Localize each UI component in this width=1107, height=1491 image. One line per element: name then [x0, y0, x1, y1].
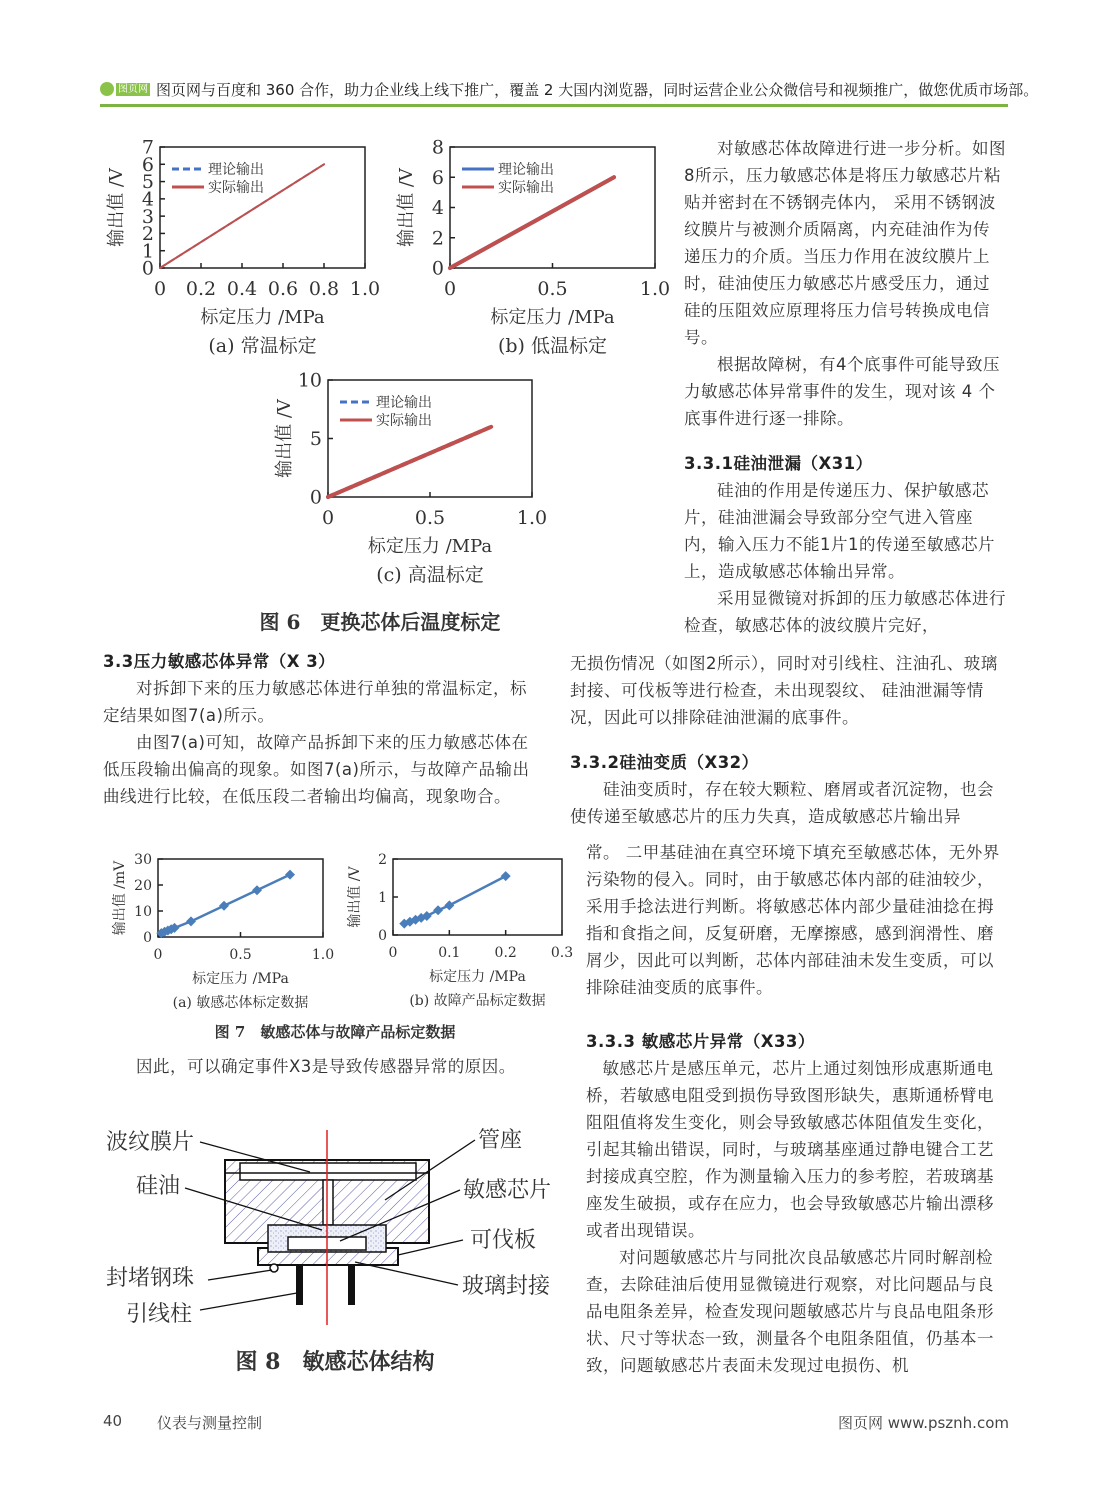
x-tick-label: 0.3 — [550, 945, 574, 961]
x-axis-label: 标定压力 /MPa — [200, 307, 325, 328]
x-tick-label: 0 — [153, 947, 163, 963]
paragraph: 根据故障树，有4个底事件可能导致压力敏感芯体异常事件的发生，现对该 4 个底事件进行逐一排除。 — [684, 355, 1000, 428]
paragraph: 采用显微镜对拆卸的压力敏感芯体进行检查，敏感芯体的波纹膜片完好， — [684, 589, 1006, 635]
x-axis-label: 标定压力 /MPa — [490, 307, 615, 328]
y-tick-label: 10 — [134, 903, 152, 920]
chart-fig7b — [340, 845, 574, 1015]
oil-channel — [323, 1180, 333, 1225]
paragraph: 对敏感芯体故障进行进一步分析。如图8所示，压力敏感芯体是将压力敏感芯片粘贴并密封在不锈钢壳体内， 采用不锈钢波纹膜片与被测介质隔离，内充硅油作为传递压力的介质。当压力作用在波纹膜片上时，硅油使压力敏感芯片感受压力，通过硅的压阻效应原理将压力信号转换成电信号。 — [684, 139, 1006, 347]
corrugated-diaphragm — [240, 1163, 416, 1180]
lead-pin — [296, 1265, 303, 1305]
paragraph: 硅油变质时，存在较大颗粒、磨屑或者沉淀物，也会使传递至敏感芯片的压力失真，造成敏感芯片输出异 — [570, 780, 994, 826]
y-tick-label: 2 — [378, 851, 387, 868]
x-axis-label: 标定压力 /MPa — [192, 971, 289, 987]
y-tick-label: 6 — [431, 166, 444, 189]
label-glass-seal: 玻璃封接 — [462, 1274, 551, 1299]
y-tick-label: 4 — [141, 188, 154, 211]
y-tick-label: 2 — [141, 223, 154, 246]
y-tick-label: 20 — [134, 877, 152, 894]
y-axis-label: 输出值 /V — [274, 399, 295, 478]
legend-label: 理论输出 — [498, 162, 554, 178]
paragraph: 对拆卸下来的压力敏感芯体进行单独的常温标定，标定结果如图7(a)所示。 — [103, 679, 527, 725]
left-column-conclusion — [103, 1053, 543, 1080]
y-tick-label: 1 — [378, 889, 387, 906]
fig8-caption: 图 8 敏感芯体结构 — [235, 1349, 435, 1375]
y-tick-label: 5 — [309, 428, 322, 451]
y-tick-label: 5 — [141, 171, 154, 194]
x-axis-label: 标定压力 /MPa — [429, 969, 526, 985]
x-tick-label: 0 — [443, 278, 457, 300]
legend-label: 实际输出 — [498, 180, 554, 196]
lead-pin — [348, 1265, 355, 1305]
logo-icon — [100, 82, 114, 96]
y-axis-label: 输出值 /V — [347, 866, 363, 928]
legend-label: 实际输出 — [376, 413, 432, 429]
paragraph: 因此，可以确定事件X3是导致传感器异常的原因。 — [136, 1057, 516, 1076]
y-axis-label: 输出值 /V — [396, 168, 417, 247]
x-axis-label: 标定压力 /MPa — [367, 536, 493, 557]
paragraph: 对问题敏感芯片与同批次良品敏感芯片同时解剖检查，去除硅油后使用显微镜进行观察，对比问题品与良品电阻条差异，检查发现问题敏感芯片与良品电阻条形状、尺寸等状态一致，测量各个电阻条阻值，仍基本一致，问题敏感芯片表面未发现过电损伤、机 — [586, 1248, 994, 1375]
fig6-caption: 图 6 更换芯体后温度标定 — [259, 610, 501, 634]
right-column-mid — [570, 650, 1008, 830]
y-tick-label: 0 — [143, 929, 152, 946]
left-column — [103, 648, 543, 810]
section-3-3-heading: 3.3压力敏感芯体异常（X 3） — [103, 652, 336, 671]
chart-fig6b — [390, 135, 680, 365]
y-tick-label: 0 — [378, 927, 387, 944]
paragraph: 无损伤情况（如图2所示），同时对引线柱、注油孔、玻璃封接、可伐板等进行检查，未出现裂纹、 硅油泄漏等情况，因此可以排除硅油泄漏的底事件。 — [570, 654, 998, 727]
paragraph: 由图7(a)可知，故障产品拆卸下来的压力敏感芯体在低压段输出偏高的现象。如图7(a)所示，与故障产品输出曲线进行比较，在低压段二者输出均偏高，现象吻合。 — [103, 733, 530, 806]
y-tick-label: 2 — [431, 227, 444, 250]
chart-fig6c — [250, 365, 550, 595]
x-tick-label: 0.2 — [494, 945, 517, 961]
chart-subtitle: (b) 低温标定 — [497, 335, 608, 357]
logo-text: 图页网 — [118, 83, 148, 95]
y-tick-label: 8 — [431, 136, 444, 159]
paragraph: 硅油的作用是传递压力、保护敏感芯片，硅油泄漏会导致部分空气进入管座内，输入压力不能1片1的传递至敏感芯片上，造成敏感芯体输出异常。 — [684, 481, 995, 581]
chart-subtitle: (a) 常温标定 — [208, 335, 317, 357]
plot-frame — [393, 859, 562, 935]
y-tick-label: 3 — [141, 205, 154, 228]
x-tick-label: 0.5 — [414, 507, 446, 529]
y-tick-label: 1 — [141, 240, 154, 263]
header-banner — [100, 76, 1039, 102]
label-kovar-plate: 可伐板 — [470, 1228, 537, 1253]
label-sensing-chip: 敏感芯片 — [463, 1178, 552, 1203]
section-3-3-3-heading: 3.3.3 敏感芯片异常（X33） — [586, 1032, 815, 1051]
label-silicone-oil: 硅油 — [136, 1174, 181, 1199]
x-tick-label: 0.1 — [438, 945, 461, 961]
label-corrugated-diaphragm: 波纹膜片 — [106, 1130, 195, 1155]
x-tick-label: 0 — [153, 278, 167, 300]
site-link[interactable]: 图页网 www.psznh.com — [838, 1414, 1009, 1432]
chart-fig6a — [100, 135, 390, 365]
site-logo[interactable] — [100, 82, 150, 96]
chart-subtitle: (c) 高温标定 — [376, 564, 484, 586]
right-column-mid2 — [586, 839, 1008, 1001]
chart-subtitle: (b) 故障产品标定数据 — [409, 993, 546, 1009]
y-tick-label: 0 — [309, 486, 322, 509]
banner-text: 图页网与百度和 360 合作，助力企业线上线下推广，覆盖 2 大国内浏览器，同时运营企业公众微信号和视频推广，做您优质市场部。 — [156, 80, 1039, 99]
label-sealing-ball: 封堵钢珠 — [106, 1266, 195, 1291]
y-tick-label: 30 — [134, 851, 152, 868]
y-tick-label: 0 — [431, 257, 444, 280]
x-tick-label: 0.5 — [229, 947, 252, 963]
x-tick-label: 0.2 — [185, 278, 217, 300]
legend-label: 实际输出 — [208, 180, 264, 196]
legend-label: 理论输出 — [376, 395, 432, 411]
label-tube-base: 管座 — [478, 1128, 523, 1153]
y-tick-label: 4 — [431, 197, 444, 220]
label-lead-pin: 引线柱 — [126, 1302, 193, 1327]
x-tick-label: 0 — [388, 945, 398, 961]
chart-subtitle: (a) 敏感芯体标定数据 — [172, 995, 309, 1011]
section-3-3-1-heading: 3.3.1硅油泄漏（X31） — [684, 454, 873, 473]
legend-label: 理论输出 — [208, 162, 264, 178]
right-column-top — [684, 135, 1006, 639]
y-tick-label: 7 — [141, 136, 154, 159]
x-tick-label: 1.0 — [311, 947, 335, 963]
y-tick-label: 0 — [141, 257, 154, 280]
y-axis-label: 输出值 /mV — [112, 860, 128, 936]
x-tick-label: 0.6 — [267, 278, 299, 300]
y-tick-label: 10 — [297, 369, 322, 392]
x-tick-label: 0.5 — [537, 278, 568, 300]
paragraph: 常。 二甲基硅油在真空环境下填充至敏感芯体，无外界污染物的侵入。同时，由于敏感芯体内部的硅油较少，采用手捻法进行判断。将敏感芯体内部少量硅油捻在拇指和食指之间，反复研磨，无摩擦感，感到润滑性、磨屑少，因此可以判断，芯体内部硅油未发生变质，可以排除硅油变质的底事件。 — [586, 843, 1000, 997]
section-3-3-2-heading: 3.3.2硅油变质（X32） — [570, 753, 759, 772]
page-number: 40 — [103, 1412, 123, 1430]
fig8-diagram — [100, 1115, 570, 1345]
y-axis-label: 输出值 /V — [106, 168, 127, 247]
y-tick-label: 6 — [141, 153, 154, 176]
x-tick-label: 1.0 — [516, 507, 548, 529]
journal-name: 仪表与测量控制 — [157, 1414, 263, 1432]
chart-fig7a — [100, 845, 335, 1015]
paragraph: 敏感芯片是感压单元，芯片上通过刻蚀形成惠斯通电桥，若敏感电阻受到损伤导致图形缺失，惠斯通桥臂电阻阻值将发生变化，则会导致敏感芯体阻值发生变化，引起其输出错误，同时，与玻璃基座通过静电键合工艺封接成真空腔，作为测量输入压力的参考腔，若玻璃基座发生破损，或存在应力，也会导致敏感芯片输出漂移或者出现错误。 — [586, 1059, 994, 1240]
x-tick-label: 0 — [321, 507, 335, 529]
sealing-ball — [270, 1264, 278, 1272]
x-tick-label: 1.0 — [639, 278, 671, 300]
x-tick-label: 0.8 — [308, 278, 340, 300]
x-tick-label: 1.0 — [349, 278, 381, 300]
right-column-bottom — [586, 1028, 1008, 1379]
x-tick-label: 0.4 — [226, 278, 258, 300]
header-divider — [100, 104, 1008, 107]
fig7-caption: 图 7 敏感芯体与故障产品标定数据 — [214, 1023, 456, 1041]
